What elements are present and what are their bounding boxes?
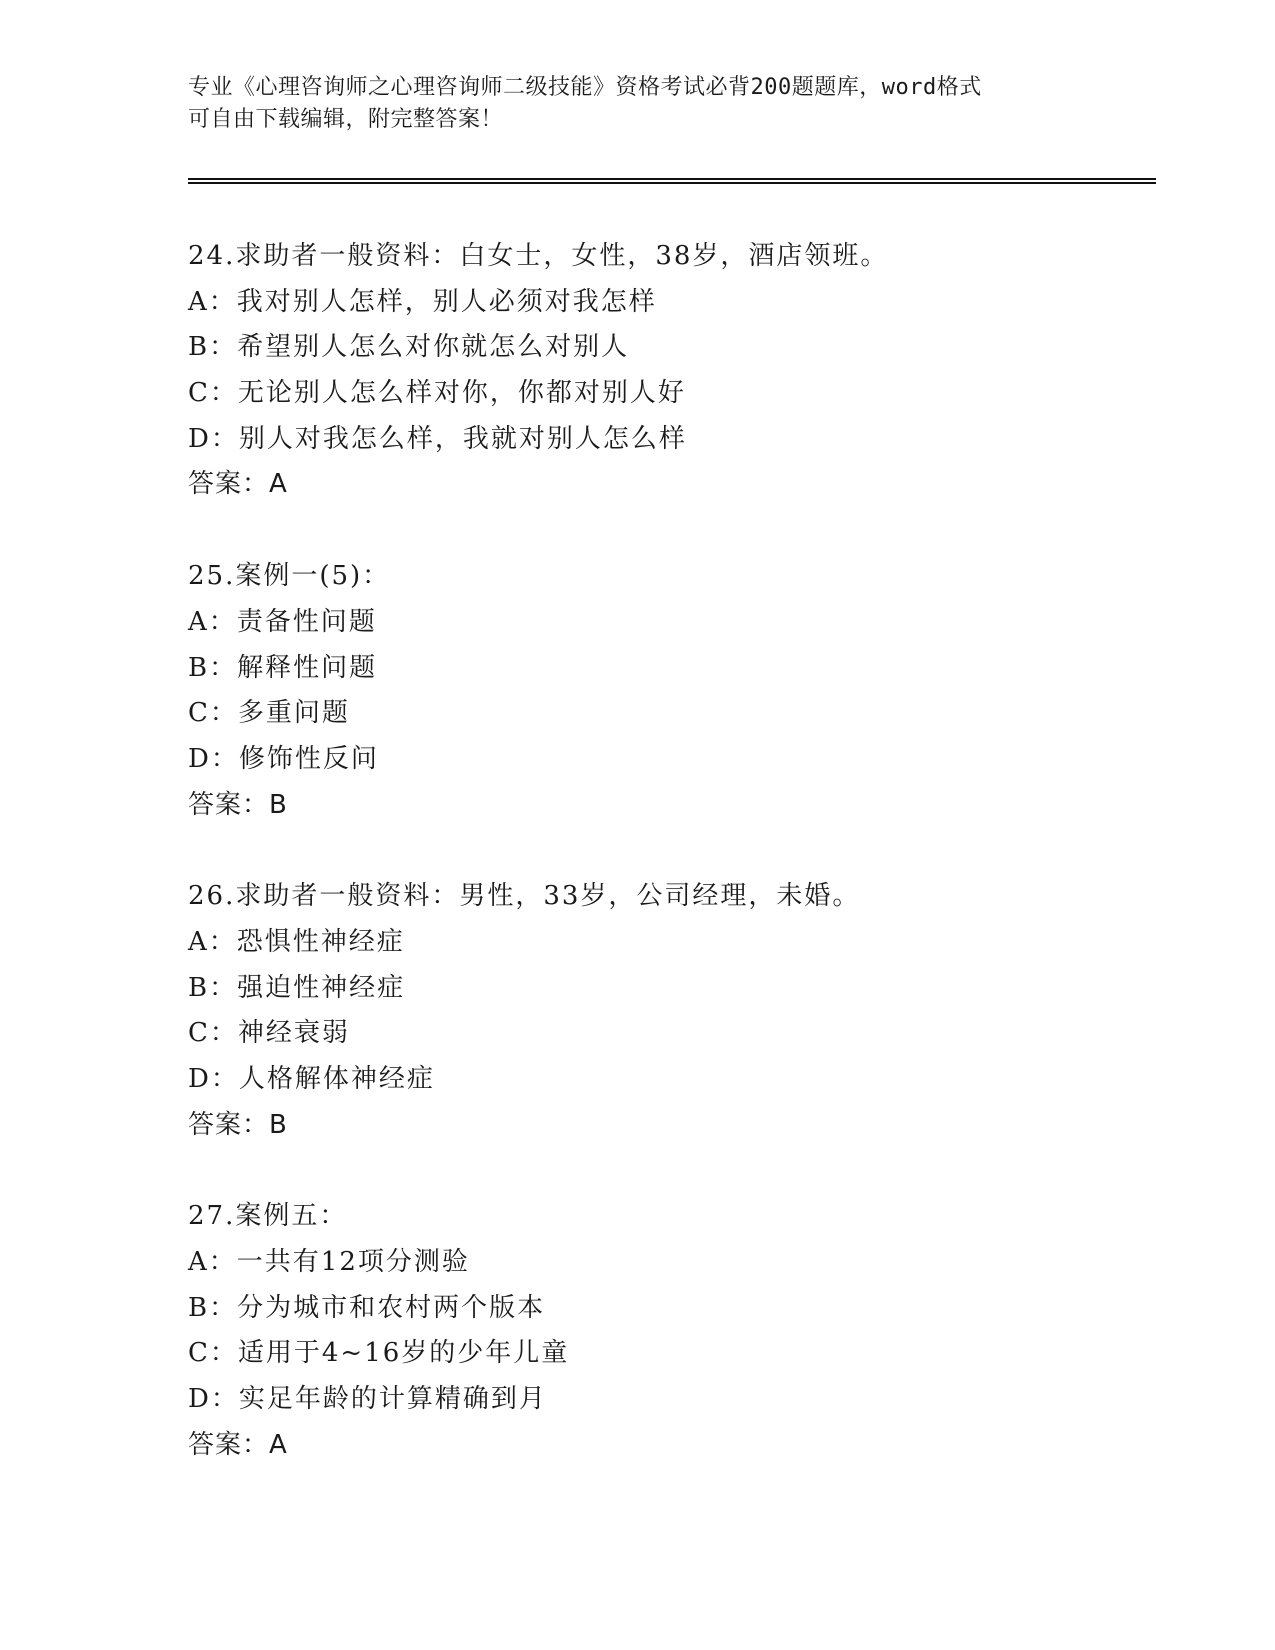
question-stem: 25.案例一(5)：	[188, 561, 391, 592]
option-a: A：一共有12项分测验	[188, 1247, 470, 1278]
question-26	[188, 874, 1148, 1148]
option-c: C：多重问题	[188, 698, 350, 729]
option-b: B：强迫性神经症	[188, 972, 406, 1003]
answer: 答案：A	[188, 469, 288, 500]
option-d: D：实足年龄的计算精确到月	[188, 1384, 547, 1415]
option-b: B：分为城市和农村两个版本	[188, 1292, 546, 1323]
option-b: B：解释性问题	[188, 652, 378, 683]
answer: 答案：B	[188, 789, 288, 820]
option-d: D：人格解体神经症	[188, 1064, 435, 1094]
document-header	[188, 72, 1088, 136]
header-line-1: 专业《心理咨询师之心理咨询师二级技能》资格考试必背200题题库，word格式	[188, 75, 982, 100]
question-27	[188, 1194, 1148, 1468]
option-d: D：修饰性反问	[188, 743, 379, 774]
question-25	[188, 554, 1148, 828]
question-stem: 26.求助者一般资料：男性，33岁，公司经理，未婚。	[188, 881, 861, 912]
option-a: A：我对别人怎样，别人必须对我怎样	[188, 286, 657, 317]
option-a: A：恐惧性神经症	[188, 926, 405, 957]
option-c: C：神经衰弱	[188, 1018, 350, 1049]
question-24	[188, 234, 1148, 508]
option-d: D：别人对我怎么样，我就对别人怎么样	[188, 423, 687, 454]
option-c: C：无论别人怎么样对你，你都对别人好	[188, 378, 686, 409]
question-list	[188, 234, 1148, 1515]
option-b: B：希望别人怎么对你就怎么对别人	[188, 332, 630, 363]
answer: 答案：B	[188, 1109, 288, 1140]
option-a: A：责备性问题	[188, 606, 377, 637]
header-line-2: 可自由下载编辑，附完整答案！	[188, 107, 504, 132]
option-c: C：适用于4~16岁的少年儿童	[188, 1338, 570, 1369]
answer: 答案：A	[188, 1429, 288, 1460]
header-divider	[188, 178, 1156, 184]
question-stem: 27.案例五：	[188, 1201, 348, 1232]
question-stem: 24.求助者一般资料：白女士，女性，38岁，酒店领班。	[188, 241, 889, 271]
